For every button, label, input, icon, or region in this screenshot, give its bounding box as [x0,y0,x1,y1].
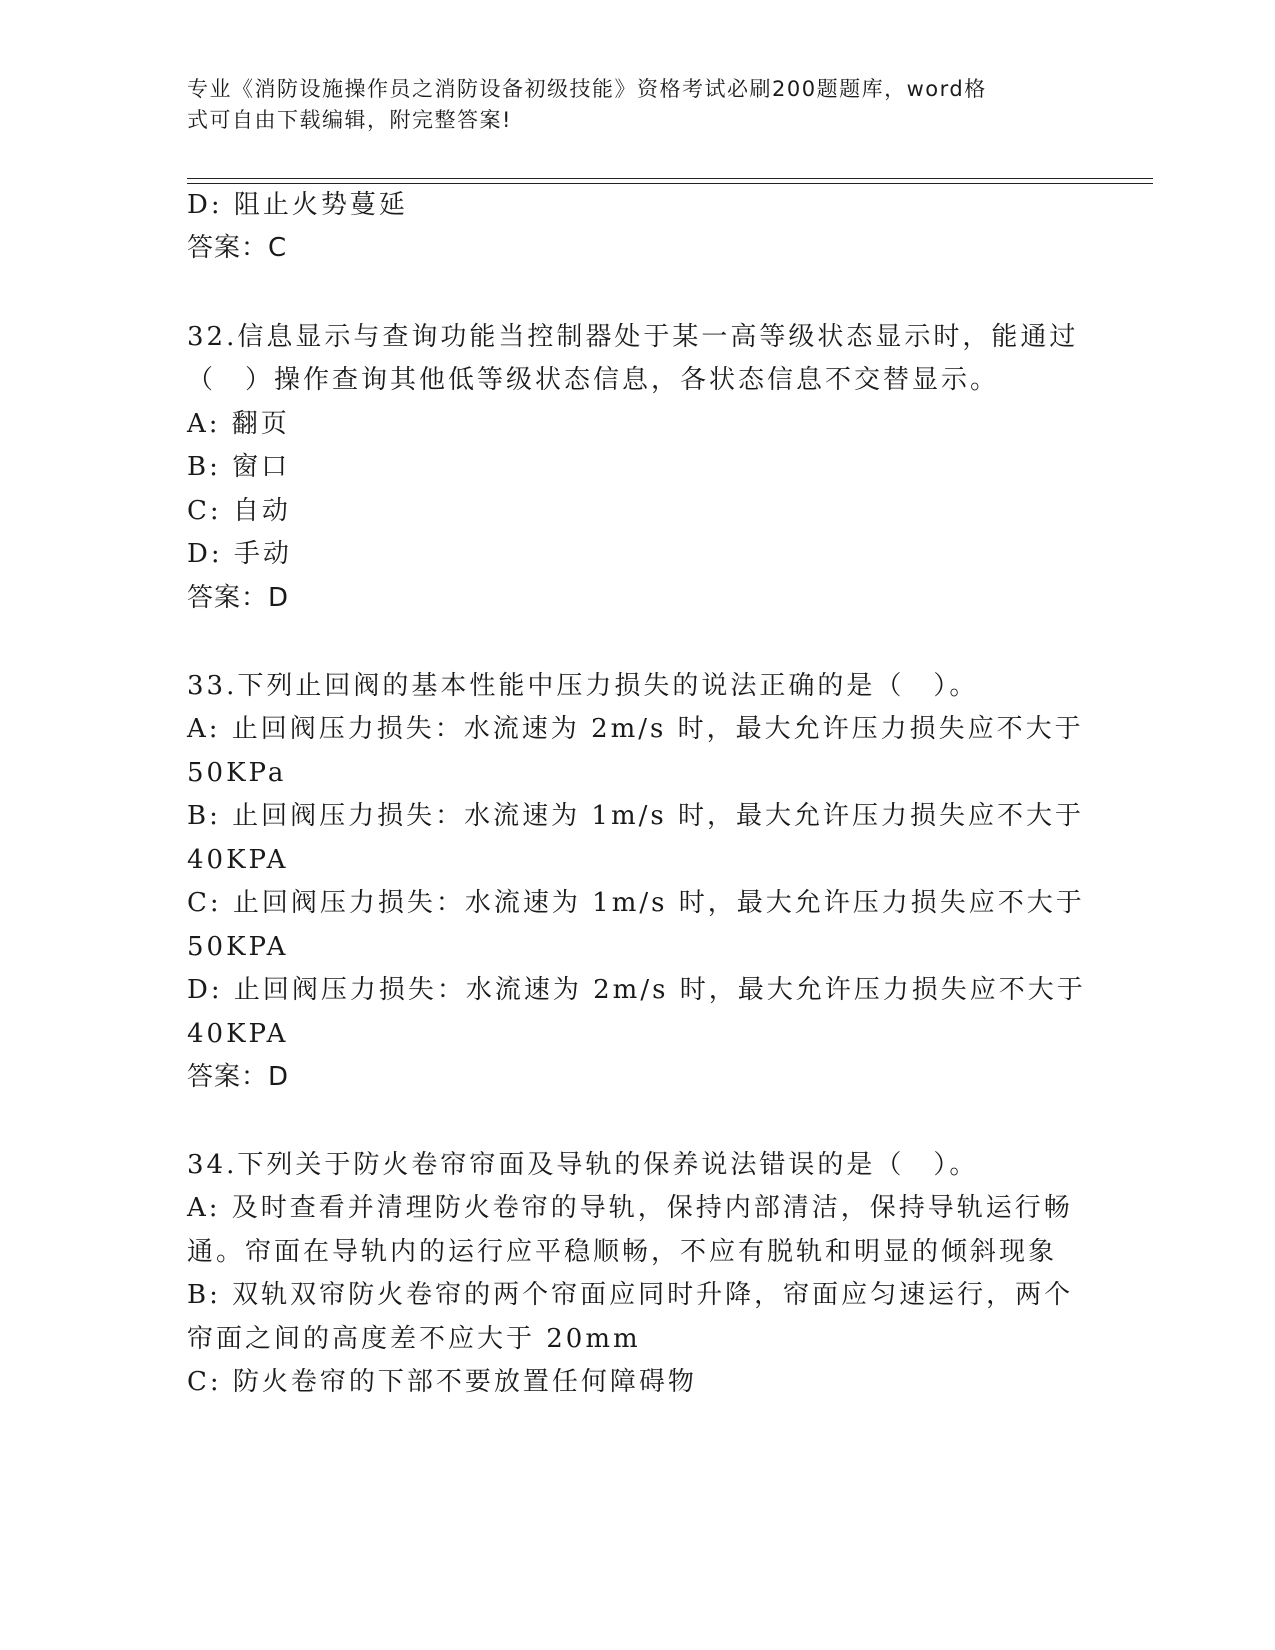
q34-stem: 34.下列关于防火卷帘帘面及导轨的保养说法错误的是（ ）。 [187,1150,979,1180]
q33-option-d-line-1: D: 止回阀压力损失：水流速为 2m/s 时，最大允许压力损失应不大于 [187,975,1086,1005]
q33-option-b-line-1: B: 止回阀压力损失：水流速为 1m/s 时，最大允许压力损失应不大于 [187,801,1084,831]
header-divider-bottom [187,183,1153,184]
q32-option-a: A: 翻页 [187,409,290,439]
q32-option-b: B: 窗口 [187,452,291,482]
q32-stem-line-2: （ ）操作查询其他低等级状态信息，各状态信息不交替显示。 [187,365,1000,395]
header-divider-top [187,178,1153,179]
page-header [187,74,1067,136]
option-d-prev: D: 阻止火势蔓延 [187,190,408,220]
q34-option-b-line-2: 帘面之间的高度差不应大于 20mm [187,1324,641,1354]
q33-option-c-line-2: 50KPA [187,932,289,962]
q33-stem: 33.下列止回阀的基本性能中压力损失的说法正确的是（ ）。 [187,671,979,701]
q32-stem-line-1: 32.信息显示与查询功能当控制器处于某一高等级状态显示时，能通过 [187,322,1079,352]
q34-option-a-line-1: A: 及时查看并清理防火卷帘的导轨，保持内部清洁，保持导轨运行畅 [187,1193,1073,1223]
answer-prev: 答案：C [187,233,288,263]
q33-option-c-line-1: C: 止回阀压力损失：水流速为 1m/s 时，最大允许压力损失应不大于 [187,888,1085,918]
header-line-1: 专业《消防设施操作员之消防设备初级技能》资格考试必刷200题题库，word格 [187,77,987,101]
q34-option-a-line-2: 通。帘面在导轨内的运行应平稳顺畅，不应有脱轨和明显的倾斜现象 [187,1237,1058,1267]
q33-option-a-line-1: A: 止回阀压力损失：水流速为 2m/s 时，最大允许压力损失应不大于 [187,714,1084,744]
q32-option-d: D: 手动 [187,539,292,569]
q34-option-b-line-1: B: 双轨双帘防火卷帘的两个帘面应同时升降，帘面应匀速运行，两个 [187,1280,1074,1310]
header-line-2: 式可自由下载编辑，附完整答案! [187,108,512,132]
q33-option-b-line-2: 40KPA [187,845,289,875]
q34-option-c-line-1: C: 防火卷帘的下部不要放置任何障碍物 [187,1367,697,1397]
q33-answer: 答案：D [187,1062,290,1092]
q33-option-d-line-2: 40KPA [187,1019,289,1049]
q33-option-a-line-2: 50KPa [187,758,287,788]
q32-answer: 答案：D [187,583,290,613]
q32-option-c: C: 自动 [187,496,291,526]
